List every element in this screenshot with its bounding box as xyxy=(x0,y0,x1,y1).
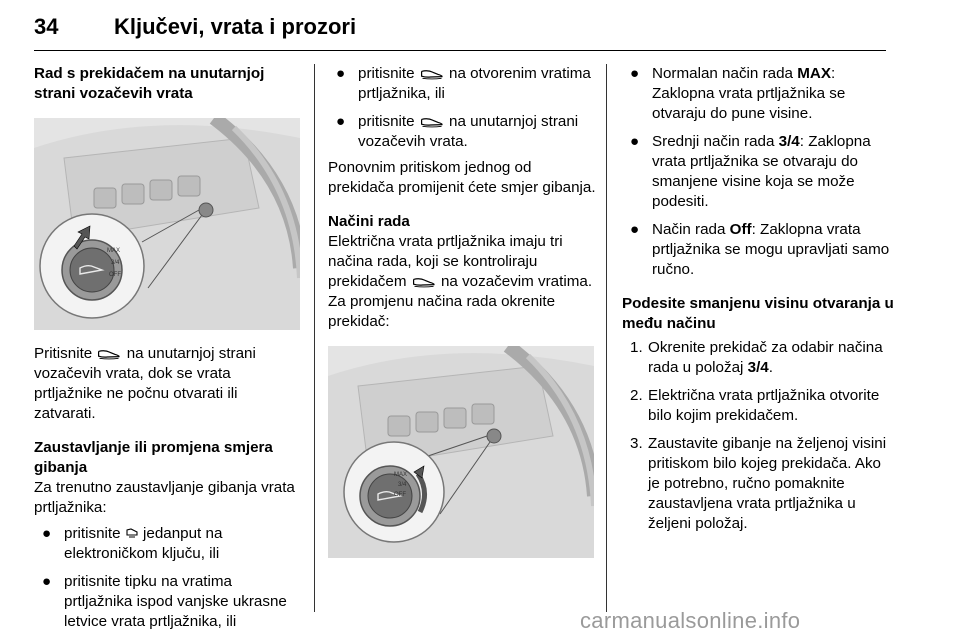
list-item: ● pritisnite na unutarnjoj strani vozačevih vrata. xyxy=(336,113,579,150)
section-heading: Zaustavljanje ili promjena smjera gibanja xyxy=(34,439,273,476)
list-item: 2. Električna vrata prtljažnika otvorite bilo kojim prekidačem. xyxy=(630,387,880,424)
tailgate-icon xyxy=(419,68,445,80)
list-item: 1. Okrenite prekidač za odabir načina rada u položaj 3/4. xyxy=(630,339,883,376)
rotate-switch-illustration xyxy=(328,346,594,558)
list-item: 3. Zaustavite gibanje na željenoj visini pritiskom bilo kojeg prekidača. Ako je potrebno, ručno pomaknite zaustavljena vrata prtljažnika u željeni položaj. xyxy=(630,435,887,532)
section-heading: Podesite smanjenu visinu otvaranja u među načinu xyxy=(622,295,894,332)
switch-label-max: MAX xyxy=(107,248,121,254)
list-item: ● pritisnite tipku na vratima prtljažnika ispod vanjske ukrasne letvice vrata prtljažnika, ili xyxy=(42,573,287,630)
paragraph: Ponovnim pritiskom jednog od prekidača promijenit ćete smjer gibanja. xyxy=(328,159,596,196)
page-title: Ključevi, vrata i prozori xyxy=(114,14,357,39)
key-fob-tailgate-icon xyxy=(125,526,139,540)
column-divider xyxy=(314,64,315,612)
column-2 xyxy=(328,64,596,572)
column-1 xyxy=(34,64,302,640)
list-item: ● pritisnite na otvorenim vratima prtljažnika, ili xyxy=(336,65,591,102)
column-divider xyxy=(606,64,607,612)
switch-label-3-4: 3/4 xyxy=(111,260,120,266)
section-heading: Načini rada xyxy=(328,213,410,230)
list-item: ● pritisnite jedanput na elektroničkom ključu, ili xyxy=(42,525,223,562)
list-item: ● Način rada Off: Zaklopna vrata prtljažnika se mogu upravljati samo ručno. xyxy=(630,221,890,278)
switch-label-max: MAX xyxy=(394,472,408,478)
switch-label-off: OFF xyxy=(109,272,121,278)
paragraph: Za trenutno zaustavljanje gibanja vrata prtljažnika: xyxy=(34,479,295,516)
watermark: carmanualsonline.info xyxy=(580,608,801,633)
paragraph: Električna vrata prtljažnika imaju tri načina rada, koji se kontroliraju prekidačem na vozačevim vratima. Za promjenu načina rada okrenite prekidač: xyxy=(328,233,593,330)
paragraph: Pritisnite na unutarnjoj strani vozačevih vrata, dok se vrata prtljažnike ne počnu otvarati ili zatvarati. xyxy=(34,345,256,422)
page-header xyxy=(34,12,886,51)
page-number: 34 xyxy=(34,14,59,39)
switch-label-off: OFF xyxy=(394,492,406,498)
list-item: ● Srednji način rada 3/4: Zaklopna vrata prtljažnika se otvaraju do smanjene visine koja se može podesiti. xyxy=(630,133,871,210)
column-3 xyxy=(622,64,894,542)
list-item: ● Normalan način rada MAX: Zaklopna vrata prtljažnika se otvaraju do pune visine. xyxy=(630,65,846,122)
tailgate-icon xyxy=(411,276,437,288)
switch-label-3-4: 3/4 xyxy=(398,482,407,488)
tailgate-icon xyxy=(419,116,445,128)
tailgate-icon xyxy=(96,348,122,360)
section-heading: Rad s prekidačem na unutarnjoj strani vozačevih vrata xyxy=(34,65,265,102)
door-switch-illustration xyxy=(34,118,300,330)
